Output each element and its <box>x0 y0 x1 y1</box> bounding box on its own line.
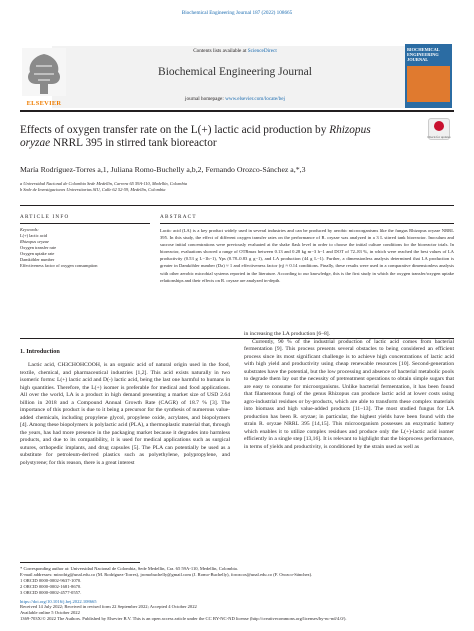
author-list: María Rodríguez-Torres a,1, Juliana Romo-Buchelly a,b,2, Fernando Orozco-Sánchez a,*,3 <box>20 165 306 174</box>
introduction-paragraph-1: Lactic acid, CH3CHOHCOOH, is an organic acid of natural origin used in the food, textile, chemical, and pharmaceutical industries [1,2]. This acid exists naturally in two isomeric forms: L(+) lactic acid and D(-) lactic acid, being the last one harmful to humans in high quantities. Therefore, the L(+) isomer is preferable for medical and food applications. All over the world, LA is a product in high demand presenting a market size of USD 2.64 billion in 2018 and a Compound Annual Growth Rate (CAGR) of 18.7 % [3]. The importance of this product is due to it being a precursor for the synthesis of numerous value-added chemicals, including propylene glycol, propylene oxide, acrylates, and biopolymers [4]. Among these biopolymers is polylactic acid (PLA), a thermoplastic material that, through the years, has had more presence in the packaging market because it degrades into harmless products, and due to its compatibility, it is used for medical applications such as surgical sutures, orthopedic implants, and drug capsules [5]. The PLA can potentially be used as a substitute for petroleum-derived plastics such as polyethylene, polypropylene, and polystyrene; for this reason, there is a great interest <box>20 362 230 466</box>
journal-title: Biochemical Engineering Journal <box>158 66 312 78</box>
introduction-heading: 1. Introduction <box>20 348 60 355</box>
available-online-date: Available online 5 October 2022 <box>20 610 80 616</box>
keyword-list <box>20 233 150 270</box>
crossmark-icon <box>434 121 444 131</box>
introduction-right-column <box>244 331 454 451</box>
keyword: Oxygen transfer rate <box>20 245 57 251</box>
section-rule <box>20 205 454 206</box>
doi-link[interactable]: https://doi.org/10.1016/j.bej.2022.108665 <box>20 598 97 604</box>
introduction-paragraph-2: Currently, 90 % of the industrial production of lactic acid comes from bacterial fermentation [9]. This process presents several obstacles to being considered an efficient process since its most significant challenge is to achieve high concentrations of lactic acid with high yield and productivity using cheap renewable resources [10]. Second-generation substrates have the potential, but the low processing and absence of bacterial metabolic pools to degrade them lay out the necessity of pretreatment operations to obtain simple sugars that are easy to consume for microorganisms. Unlike bacterial fermentation, it has been found that filamentous fungi of the genus Rhizopus can produce lactic acid at lower costs using agro-industrial residues or by-products, which are able to transform these complex materials into biomass and high value-added products [11–13]. The most studied fungus for LA production has been R. oryzae; in particular, the highest yields have been found with the strain R. oryzae NRRL 395 [14,15]. This microorganism possesses an enzymatic battery which enables it to utilize complex residues and produce only the L(+)-lactic acid isomer efficiently in a single step [13,16]. It is relevant to highlight that the bioprocess performance, in terms of yields and productivity, is conditioned by the strain used as well as <box>244 338 454 450</box>
affiliations <box>20 181 454 193</box>
footnotes <box>20 566 454 622</box>
email-addresses[interactable]: E-mail addresses: mirodrig@unal.edu.co (M. Rodríguez-Torres), jromobuchelly@gmail.com (J. Romo-Buchelly), forozcos@unal.edu.co (F. Orozco-Sánchez). <box>20 571 313 577</box>
keyword: Rhizopus oryzae <box>20 239 49 245</box>
received-dates: Received 14 July 2022; Received in revised form 22 September 2022; Accepted 4 October 2022 <box>20 604 197 610</box>
title-part-2: NRRL 395 in stirred tank bioreactor <box>50 137 217 149</box>
journal-citation[interactable]: Biochemical Engineering Journal 187 (2022) 108665 <box>181 10 293 16</box>
affiliation-b: b Sede de Investigaciones Universitarias SIU, Calle 62 52-59, Medellín, Colombia <box>20 187 166 192</box>
orcid-note: 1 ORCID 0000-0002-9637-1070. <box>20 577 82 583</box>
contents-line <box>120 48 350 54</box>
keyword: Effectiveness factor of oxygen consumption <box>20 263 98 269</box>
elsevier-wordmark: ELSEVIER <box>26 100 62 107</box>
keyword: Oxygen uptake rate <box>20 251 55 257</box>
homepage-link[interactable]: www.elsevier.com/locate/bej <box>225 96 285 102</box>
elsevier-tree-logo <box>20 46 68 108</box>
sciencedirect-link[interactable]: ScienceDirect <box>247 48 277 54</box>
title-species: Rhizopus oryzae <box>20 124 371 149</box>
homepage-prefix: journal homepage: <box>185 96 226 102</box>
orcid-note: 3 ORCID 0000-0002-4577-0557. <box>20 589 82 595</box>
title-part-1: Effects of oxygen transfer rate on the L(+) lactic acid production by <box>20 124 330 136</box>
article-info-heading: ARTICLE INFO <box>20 214 70 220</box>
keyword: Damköhler number <box>20 257 55 263</box>
keyword: L(+) lactic acid <box>20 233 48 238</box>
introduction-continuation: in increasing the LA production [6–8]. <box>244 331 331 337</box>
journal-homepage <box>120 96 350 102</box>
orcid-note: 2 ORCID 0000-0002-1681-8670. <box>20 583 82 589</box>
introduction-left-column <box>20 362 230 467</box>
abstract-text: Lactic acid (LA) is a key product widely used in several industries and can be produced by aerobic microorganisms like the fungus Rhizopus oryzae NRRL 395. In this study, the effect of different oxygen transfer rates on the performance of R. oryzae was analyzed in a 3 L stirred tank bioreactor. Inoculum and sucrose initial concentrations were previously evaluated at the shake flask level in order to choose the initial culture conditions for the bioreactor trials. In bioreactor, evaluations showed a range of OTRmax between 0.13 and 0.28 kg m−3 h−1 and DOT of 72–83 %, in which were reached the best values of LA productivity (0.53 g L−1h−1), Yps (0.78–0.83 g g−1), and LA production (44 g L−1). Further, a dimensionless analysis determined that LA production is greater in Damköhler number (Da) ≈ 1 and effectiveness factor (η) ≈ 0.14 conditions. Finally, these results were used in a comparative dimensionless analysis with other aerobic microbial systems reported in the literature. According to our knowledge, this is the first study in which the oxygen transfer/oxygen uptake relationships and their effects on R. oryzae are analyzed in-depth. <box>160 228 454 283</box>
affiliation-a: a Universidad Nacional de Colombia Sede Medellín, Carrera 65 59A-110, Medellín, Colombia <box>20 181 188 186</box>
contents-prefix: Contents lists available at <box>193 48 248 54</box>
keywords-heading: Keywords: <box>20 227 39 232</box>
journal-cover-title: BIOCHEMICAL ENGINEERING JOURNAL <box>407 47 440 62</box>
journal-cover-image <box>407 66 450 102</box>
crossmark-label: Check for updates <box>427 135 451 139</box>
article-title <box>20 124 390 150</box>
corresponding-author-note: * Corresponding author at: Universidad Nacional de Colombia, Sede Medellín, Cra. 65 59A-110, Medellín, Colombia. <box>20 566 238 571</box>
copyright-license[interactable]: 1369-703X/© 2022 The Authors. Published by Elsevier B.V. This is an open access article under the CC BY-NC-ND license (http://creativecommons.org/licenses/by-nc-nd/4.0/). <box>20 616 347 622</box>
abstract-heading: ABSTRACT <box>160 214 197 220</box>
header-rule <box>20 110 454 112</box>
